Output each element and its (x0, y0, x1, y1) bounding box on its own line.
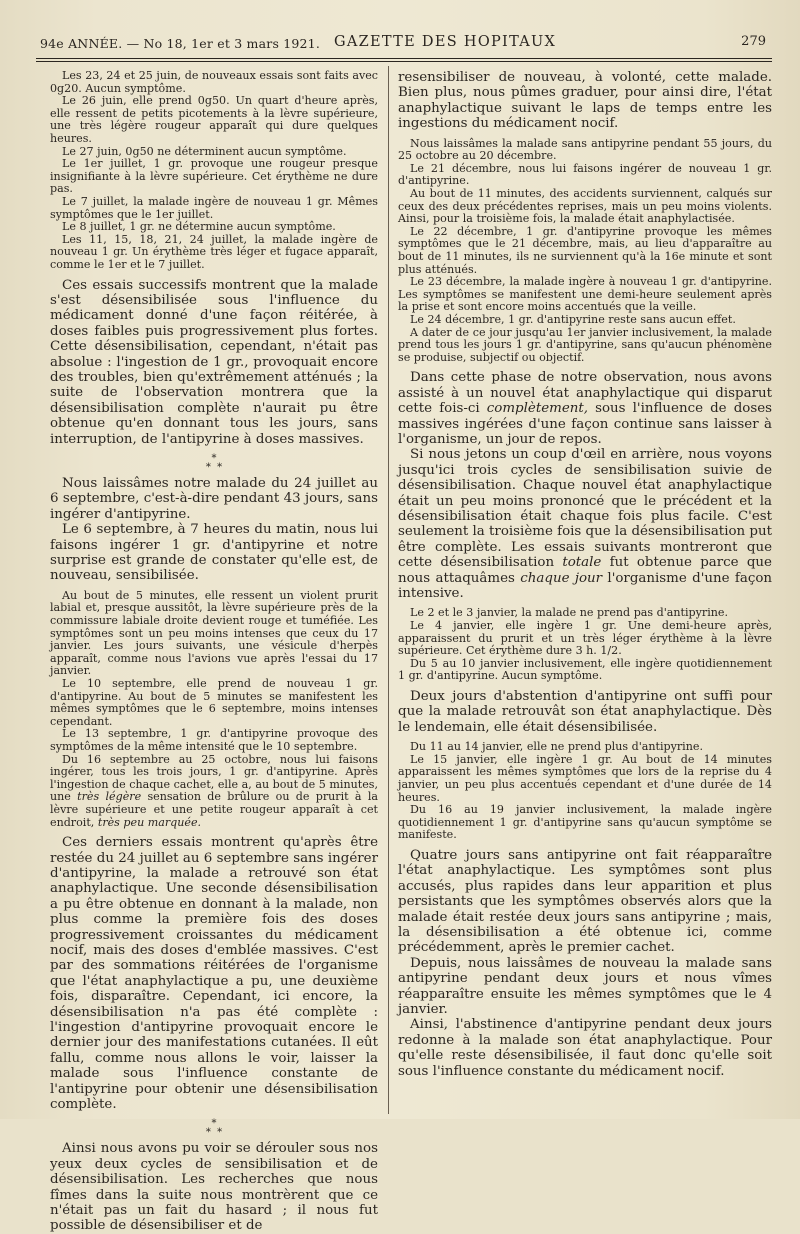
paragraph: Le 2 et le 3 janvier, la malade ne prend pas d'antipyrine. (410, 606, 728, 620)
left-column (50, 69, 378, 1234)
paragraph: Le 1er juillet, 1 gr. provoque une rougeur presque insignifiante à la lèvre supérieure. Cet érythème ne dure pas. (50, 157, 378, 196)
paragraph: Deux jours d'abstention d'antipyrine ont suffi pour que la malade retrouvât son état anaphylactique. Dès le lendemain, elle était désensibilisée. (398, 688, 772, 735)
issue-info: 94e ANNÉE. — No 18, 1er et 3 mars 1921. (40, 36, 321, 51)
paragraph: Le 10 septembre, elle prend de nouveau 1 gr. d'antipyrine. Au bout de 5 minutes se manifestent les mêmes symptômes que le 6 septembre, moins intenses cependant. (50, 676, 378, 728)
paragraph: Nous laissâmes notre malade du 24 juillet au 6 septembre, c'est-à-dire pendant 43 jours, sans ingérer d'antipyrine. (50, 475, 378, 522)
text-run: l'organisme d'une façon intensive. (398, 570, 772, 601)
page-header (36, 34, 772, 56)
paragraph: Nous laissâmes la malade sans antipyrine pendant 55 jours, du 25 octobre au 20 décembre. (398, 136, 772, 163)
emphasis: très légère (77, 790, 142, 804)
paragraph: Du 5 au 10 janvier inclusivement, elle ingère quotidiennement 1 gr. d'antipyrine. Aucun symptôme. (398, 656, 772, 683)
text-run: Si nous jetons un coup d'œil en arrière, nous voyons jusqu'ici trois cycles de sensibilisation suivie de désensibilisation. Chaque nouvel état anaphylactique était un peu moins prononcé que le précédent et la désensibilisation était chaque fois plus facile. C'est seulement la troisième fois que la désensibilisation put être complète. Les essais suivants montreront que cette désensibilisation (398, 447, 772, 571)
text-run: Dans cette phase de notre observation, nous avons assisté à un nouvel état anaphylactique qui disparut cette fois-ci (398, 370, 772, 417)
header-rule (36, 58, 772, 59)
paragraph: Les 23, 24 et 25 juin, de nouveaux essais sont faits avec 0g20. Aucun symptôme. (50, 69, 378, 95)
text-run: sous l'influence de doses massives ingérées d'une façon continue sans laisser à l'organisme, un jour de repos. (398, 401, 772, 447)
journal-title: GAZETTE DES HOPITAUX (334, 34, 557, 50)
paragraph: Depuis, nous laissâmes de nouveau la malade sans antipyrine pendant deux jours et nous vîmes réapparaître ensuite les mêmes symptômes que le 4 janvier. (398, 955, 772, 1017)
paragraph: Du 11 au 14 janvier, elle ne prend plus d'antipyrine. (410, 740, 703, 754)
paragraph: Ces derniers essais montrent qu'après être restée du 24 juillet au 6 septembre sans ingérer d'antipyrine, la malade a retrouvé son état anaphylactique. Une seconde désensibilisation a pu être obtenue en donnant à la malade, non plus comme la première fois des doses progressivement croissantes du médicament nocif, mais des doses d'emblée massives. C'est par des sommations réitérées de l'organisme que l'état anaphylactique a pu, une deuxième fois, disparaître. Cependant, ici encore, la désensibilisation n'a pas été complète : l'ingestion d'antipyrine provoquait encore le dernier jour des manifestations cutanées. Il eût fallu, comme nous allons le voir, laisser la malade sous l'influence constante de l'antipyrine pour obtenir une désensibilisation complète. (50, 835, 378, 1112)
paragraph (398, 370, 772, 447)
paragraph: A dater de ce jour jusqu'au 1er janvier inclusivement, la malade prend tous les jours 1 gr. d'antipyrine, sans qu'aucun phénomène se produise, subjectif ou objectif. (398, 325, 772, 364)
paragraph: Ces essais successifs montrent que la malade s'est désensibilisée sous l'influence du médicament donné d'une façon réitérée, à doses faibles puis progressivement plus fortes. Cette désensibilisation, cependant, n'était pas absolue : l'ingestion de 1 gr., provoquait encore des troubles, bien qu'extrêmement atténués ; la suite de l'observation montrera que la désensibilisation complète n'aurait pu être obtenue qu'en donnant tous les jours, sans interruption, de l'antipyrine à doses massives. (50, 277, 378, 447)
paragraph: Ainsi nous avons pu voir se dérouler sous nos yeux deux cycles de sensibilisation et de désensibilisation. Les recherches que nous fîmes dans la suite nous montrèrent que ce n'était pas un fait du hasard ; il nous fut possible de désensibiliser et de (50, 1141, 378, 1234)
text-run: fut obtenue parce que nous attaquâmes (398, 555, 772, 586)
paragraph: Le 23 décembre, la malade ingère à nouveau 1 gr. d'antipyrine. Les symptômes se manifestent une demi-heure seulement après la prise et sont encore moins accentués que la veille. (398, 275, 772, 314)
page-number: 279 (741, 34, 766, 49)
paragraph: resensibiliser de nouveau, à volonté, cette malade. Bien plus, nous pûmes graduer, pour ainsi dire, l'état anaphylactique suivant le laps de temps entre les ingestions du médicament nocif. (398, 70, 772, 132)
emphasis: chaque jour (520, 570, 603, 586)
paragraph: Le 24 décembre, 1 gr. d'antipyrine reste sans aucun effet. (410, 312, 736, 326)
paragraph: Le 15 janvier, elle ingère 1 gr. Au bout de 14 minutes apparaissent les mêmes symptômes que lors de la reprise du 4 janvier, un peu plus accentués cependant et d'une durée de 14 heures. (398, 752, 772, 804)
paragraph: Du 16 au 19 janvier inclusivement, la malade ingère quotidiennement 1 gr. d'antipyrine sans qu'aucun symptôme se manifeste. (398, 803, 772, 842)
paragraph: Le 26 juin, elle prend 0g50. Un quart d'heure après, elle ressent de petits picotements à la lèvre supérieure, une très légère rougeur apparaît qui dure quelques heures. (50, 94, 378, 145)
paragraph: Ainsi, l'abstinence d'antipyrine pendant deux jours redonne à la malade son état anaphylactique. Pour qu'elle reste désensibilisée, il faut donc qu'elle soit sous l'influence constante du médicament nocif. (398, 1017, 772, 1079)
emphasis: complètement, (486, 401, 589, 417)
paragraph: Le 4 janvier, elle ingère 1 gr. Une demi-heure après, apparaissent du prurit et un très léger érythème à la lèvre supérieure. Cet érythème dure 3 h. 1/2. (398, 619, 772, 658)
paragraph: Quatre jours sans antipyrine ont fait réapparaître l'état anaphylactique. Les symptômes sont plus accusés, plus rapides dans leur apparition et plus persistants que les symptômes observés alors que la malade était restée deux jours sans antipyrine ; mais, la désensibilisation a été obtenue ici, comme précédemment, après le premier cachet. (398, 847, 772, 956)
paragraph: Le 27 juin, 0g50 ne déterminent aucun symptôme. (62, 144, 347, 158)
emphasis: totale (562, 555, 602, 571)
paragraph: Au bout de 11 minutes, des accidents surviennent, calqués sur ceux des deux précédentes reprises, mais un peu moins violents. Ainsi, pour la troisième fois, la malade était anaphylactisée. (398, 187, 772, 226)
section-separator-stars: * * * (205, 452, 223, 473)
section-separator-stars: * * * (205, 1118, 223, 1139)
paragraph: Le 7 juillet, la malade ingère de nouveau 1 gr. Mêmes symptômes que le 1er juillet. (50, 194, 378, 221)
text-run: Du 16 septembre au 25 octobre, nous lui faisons ingérer, tous les trois jours, 1 gr. d'antipyrine. Après l'ingestion de chaque cachet, elle a, au bout de 5 minutes, une (50, 752, 378, 804)
paragraph: Le 8 juillet, 1 gr. ne détermine aucun symptôme. (62, 220, 336, 234)
paragraph: Le 13 septembre, 1 gr. d'antipyrine provoque des symptômes de la même intensité que le 10 septembre. (50, 727, 378, 753)
right-column (398, 70, 772, 1115)
paragraph: Le 22 décembre, 1 gr. d'antipyrine provoque les mêmes symptômes que le 21 décembre, mais, au lieu d'apparaître au bout de 11 minutes, ils ne surviennent qu'à la 16e minute et sont plus atténués. (398, 224, 772, 276)
column-separator (388, 66, 389, 1114)
text-run: sensation de brûlure ou de prurit à la lèvre supérieure et une petite rougeur apparaît à cet endroit, (50, 790, 378, 829)
header-rule-thin (36, 61, 772, 62)
paragraph (50, 754, 378, 830)
paragraph (398, 447, 772, 601)
paragraph: Le 21 décembre, nous lui faisons ingérer de nouveau 1 gr. d'antipyrine. (398, 161, 772, 188)
paragraph: Les 11, 15, 18, 21, 24 juillet, la malade ingère de nouveau 1 gr. Un érythème très léger et fugace apparaît, comme le 1er et le 7 juillet. (50, 232, 378, 271)
paragraph: Au bout de 5 minutes, elle ressent un violent prurit labial et, presque aussitôt, la lèvre supérieure près de la commissure labiale droite devient rouge et tuméfiée. Les symptômes sont un peu moins intenses que ceux du 17 janvier. Les jours suivants, une vésicule d'herpès apparaît, comme nous l'avions vue après l'essai du 17 janvier. (50, 588, 378, 678)
paragraph: Le 6 septembre, à 7 heures du matin, nous lui faisons ingérer 1 gr. d'antipyrine et notre surprise est grande de constater qu'elle est, de nouveau, sensibilisée. (50, 522, 378, 584)
emphasis: très peu marquée. (97, 815, 202, 829)
